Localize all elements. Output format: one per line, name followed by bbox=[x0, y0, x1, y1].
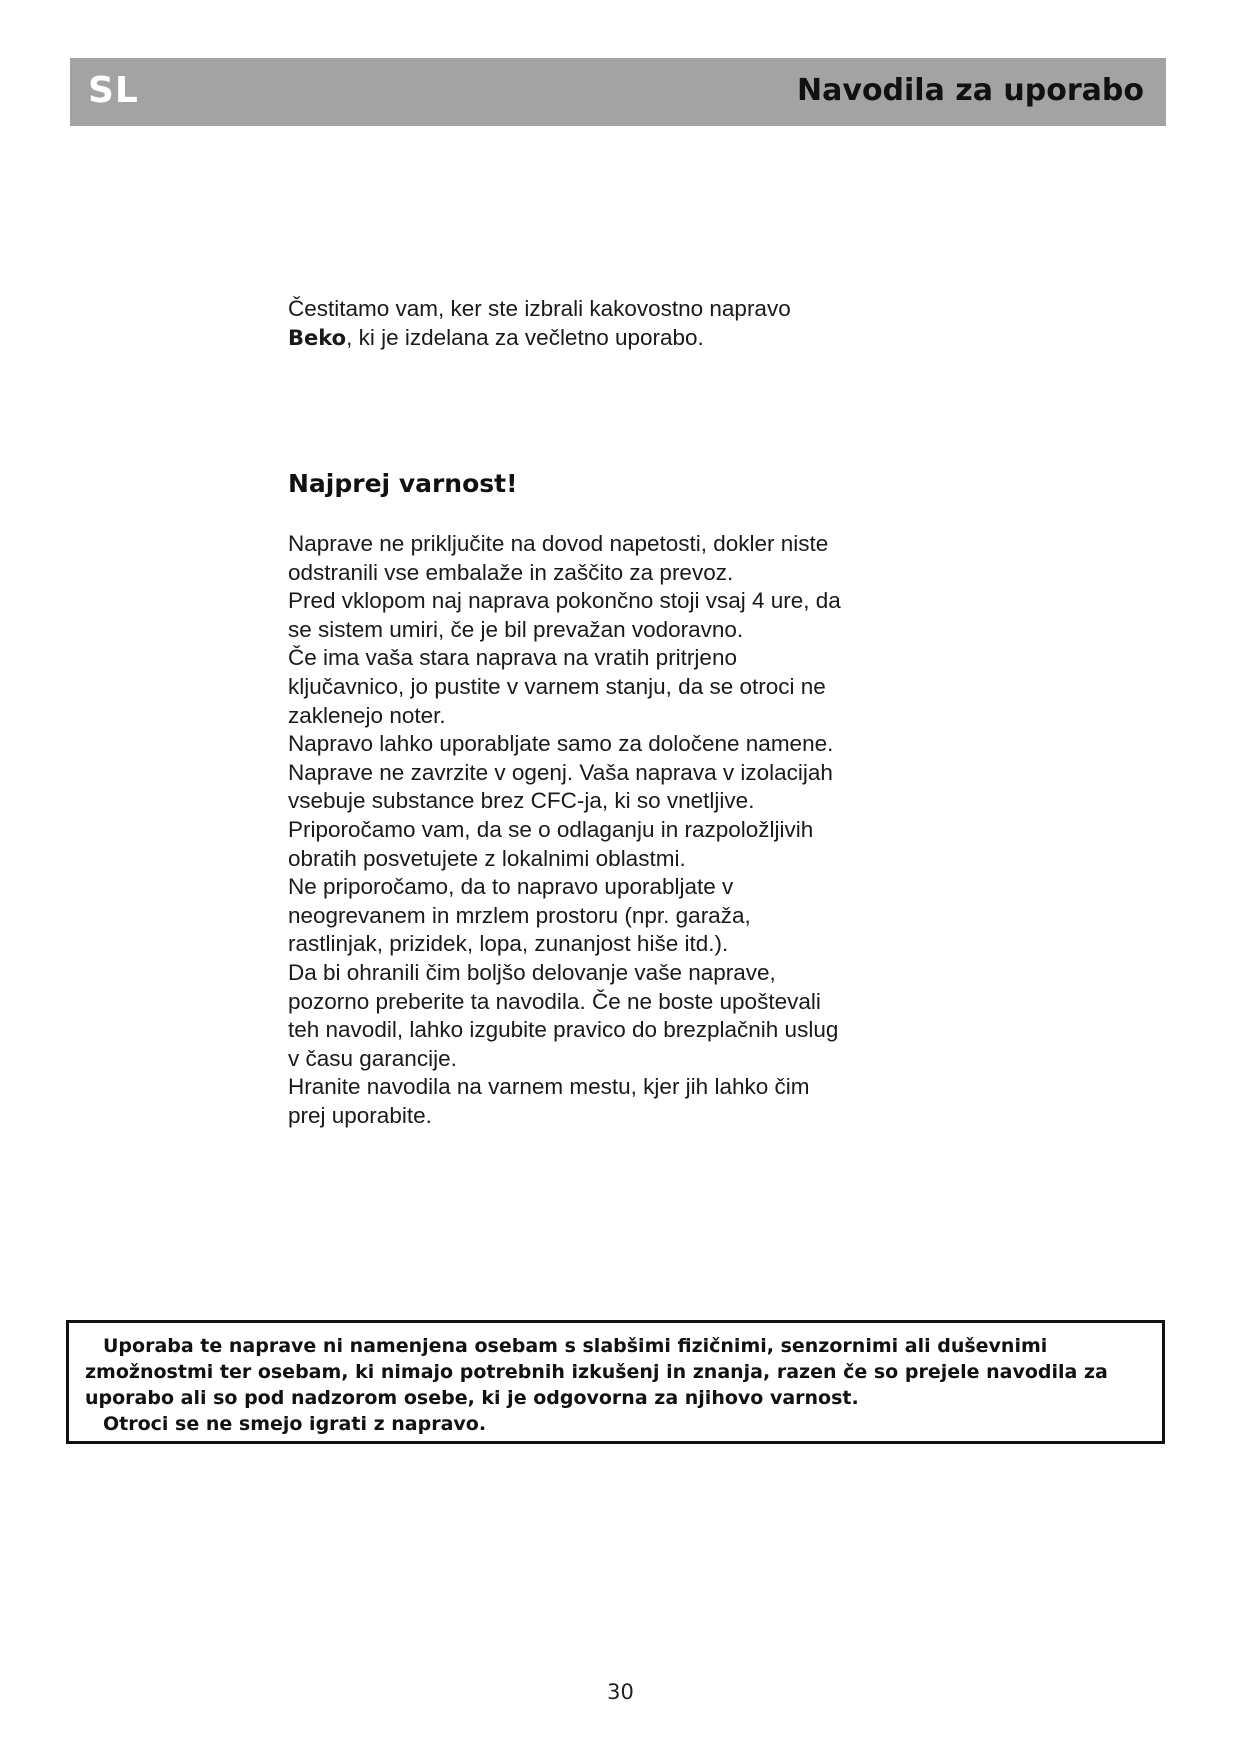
warning-box bbox=[66, 1320, 1165, 1444]
safety-line: vsebuje substance brez CFC-ja, ki so vnetljive. bbox=[288, 788, 755, 814]
safety-heading: Najprej varnost! bbox=[288, 469, 518, 498]
warning-line: zmožnostmi ter osebam, ki nimajo potrebnih izkušenj in znanja, razen če so prejele navodila za bbox=[85, 1361, 1108, 1383]
safety-line: pozorno preberite ta navodila. Če ne boste upoštevali bbox=[288, 988, 821, 1014]
safety-line: odstranili vse embalaže in zaščito za prevoz. bbox=[288, 559, 734, 585]
safety-line: prej uporabite. bbox=[288, 1102, 432, 1128]
language-code: SL bbox=[88, 70, 139, 111]
safety-line: Če ima vaša stara naprava na vratih pritrjeno bbox=[288, 645, 737, 671]
safety-line: Naprave ne zavrzite v ogenj. Vaša naprava v izolacijah bbox=[288, 759, 833, 785]
intro-line-2 bbox=[288, 324, 928, 353]
safety-line: se sistem umiri, če je bil prevažan vodoravno. bbox=[288, 616, 744, 642]
safety-line: Priporočamo vam, da se o odlaganju in razpoložljivih bbox=[288, 816, 814, 842]
safety-line: Napravo lahko uporabljate samo za določene namene. bbox=[288, 731, 834, 757]
safety-line: rastlinjak, prizidek, lopa, zunanjost hiše itd.). bbox=[288, 931, 729, 957]
safety-line: teh navodil, lahko izgubite pravico do brezplačnih uslug bbox=[288, 1017, 839, 1043]
safety-line: Naprave ne priključite na dovod napetosti, dokler niste bbox=[288, 531, 829, 556]
warning-line: Uporaba te naprave ni namenjena osebam s slabšimi fizičnimi, senzornimi ali duševnimi bbox=[103, 1335, 1048, 1357]
warning-line: Otroci se ne smejo igrati z napravo. bbox=[103, 1413, 487, 1435]
intro-paragraph bbox=[288, 295, 928, 352]
safety-line: neogrevanem in mrzlem prostoru (npr. garaža, bbox=[288, 902, 751, 928]
intro-line-1: Čestitamo vam, ker ste izbrali kakovostno napravo bbox=[288, 296, 791, 321]
safety-line: Da bi ohranili čim boljšo delovanje vaše naprave, bbox=[288, 959, 776, 985]
safety-line: Pred vklopom naj naprava pokončno stoji vsaj 4 ure, da bbox=[288, 588, 841, 614]
document-title: Navodila za uporabo bbox=[797, 73, 1144, 108]
safety-line: ključavnico, jo pustite v varnem stanju, da se otroci ne bbox=[288, 673, 826, 699]
header-bar bbox=[70, 58, 1166, 126]
safety-text bbox=[288, 530, 928, 1130]
safety-line: zaklenejo noter. bbox=[288, 702, 446, 728]
warning-line: uporabo ali so pod nadzorom osebe, ki je odgovorna za njihovo varnost. bbox=[85, 1387, 859, 1409]
safety-line: v času garancije. bbox=[288, 1045, 457, 1071]
page-number: 30 bbox=[607, 1680, 634, 1704]
safety-line: Ne priporočamo, da to napravo uporabljate v bbox=[288, 874, 734, 900]
intro-line-2-text: , ki je izdelana za večletno uporabo. bbox=[346, 324, 704, 350]
safety-line: obratih posvetujete z lokalnimi oblastmi. bbox=[288, 845, 686, 871]
safety-line: Hranite navodila na varnem mestu, kjer jih lahko čim bbox=[288, 1074, 810, 1100]
brand-name: Beko bbox=[288, 325, 347, 350]
